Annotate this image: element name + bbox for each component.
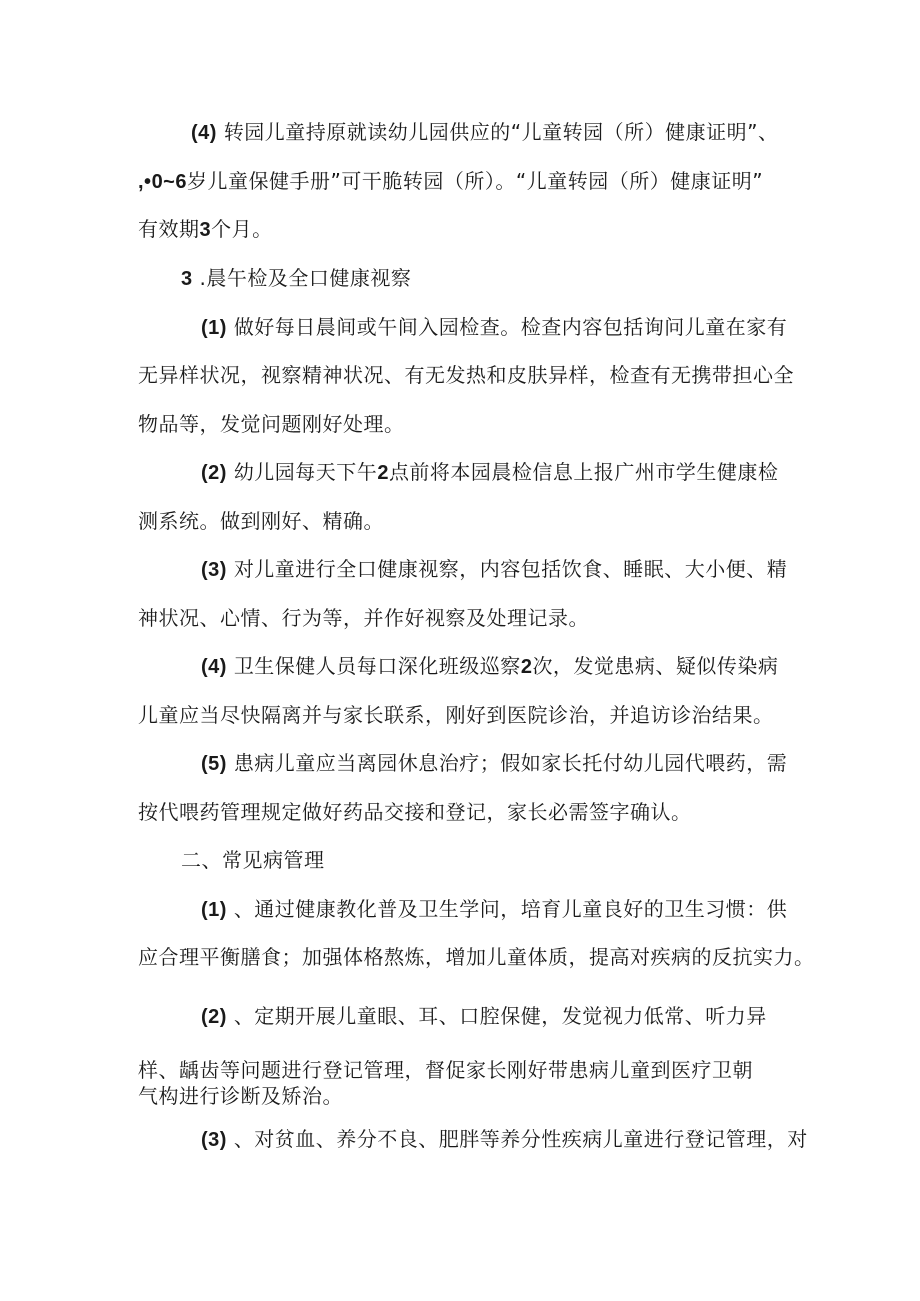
item-number: (1) bbox=[201, 317, 227, 339]
paragraph-text: 有效期 bbox=[138, 217, 200, 241]
paragraph-text: 次，发觉患病、疑似传染病 bbox=[532, 654, 779, 678]
paragraph-line bbox=[138, 507, 384, 535]
paragraph-line bbox=[201, 313, 787, 342]
paragraph-text: 应合理平衡膳食；加强体格熬炼，增加儿童体质，提高对疾病的反抗实力。 bbox=[138, 945, 815, 969]
paragraph-text: 、通过健康教化普及卫生学问，培育儿童良好的卫生习惯：供 bbox=[233, 897, 788, 921]
paragraph-text: 样、龋齿等问题进行登记管理，督促家长刚好带患病儿童到医疗卫朝 bbox=[138, 1058, 753, 1082]
paragraph-line bbox=[138, 410, 405, 438]
item-number: (3) bbox=[201, 1129, 227, 1151]
item-number: (4) bbox=[201, 656, 227, 678]
paragraph-text: 、定期开展儿童眼、耳、口腔保健，发觉视力低常、听力异 bbox=[233, 1004, 767, 1028]
hour-number: 2 bbox=[377, 462, 389, 484]
paragraph-text: 神状况、心情、行为等，并作好视察及处理记录。 bbox=[138, 606, 589, 630]
paragraph-line bbox=[191, 118, 779, 147]
paragraph-line bbox=[201, 749, 787, 778]
paragraph-line bbox=[201, 458, 778, 487]
paragraph-line bbox=[201, 555, 787, 584]
paragraph-text: 无异样状况，视察精神状况、有无发热和皮肤异样，检查有无携带担心全 bbox=[138, 363, 794, 387]
item-number: (2) bbox=[201, 1006, 227, 1028]
section-heading bbox=[181, 846, 325, 874]
paragraph-text: 做好每日晨间或午间入园检查。检查内容包括询问儿童在家有 bbox=[233, 315, 788, 339]
paragraph-text: 转园儿童持原就读幼儿园供应的“儿童转园（所）健康证明”、 bbox=[223, 120, 779, 144]
paragraph-line bbox=[138, 798, 692, 826]
heading-text: .晨午检及全口健康视察 bbox=[199, 266, 412, 290]
paragraph-line bbox=[201, 895, 787, 924]
paragraph-line bbox=[138, 361, 794, 389]
item-number: (2) bbox=[201, 462, 227, 484]
paragraph-line bbox=[138, 701, 774, 729]
heading-text: 二、常见病管理 bbox=[181, 848, 325, 872]
paragraph-line bbox=[138, 167, 763, 196]
section-heading bbox=[181, 264, 411, 293]
paragraph-line bbox=[138, 604, 589, 632]
item-number: (4) bbox=[191, 122, 217, 144]
paragraph-text: 按代喂药管理规定做好药品交接和登记，家长必需签字确认。 bbox=[138, 800, 692, 824]
paragraph-text: 点前将本园晨检信息上报广州市学生健康检 bbox=[388, 460, 779, 484]
paragraph-line bbox=[138, 215, 273, 244]
paragraph-line bbox=[201, 1002, 767, 1031]
paragraph-text: 、对贫血、养分不良、肥胖等养分性疾病儿童进行登记管理，对 bbox=[233, 1127, 808, 1151]
line-prefix: ,• bbox=[138, 171, 152, 193]
paragraph-line bbox=[138, 943, 815, 971]
item-number: (3) bbox=[201, 559, 227, 581]
item-number: (1) bbox=[201, 899, 227, 921]
paragraph-line bbox=[201, 652, 778, 681]
patrol-count: 2 bbox=[520, 656, 533, 678]
item-number: (5) bbox=[201, 753, 227, 775]
paragraph-text: 对儿童进行全口健康视察，内容包括饮食、睡眠、大小便、精 bbox=[233, 557, 788, 581]
paragraph-text: 患病儿童应当离园休息治疗；假如家长托付幼儿园代喂药，需 bbox=[233, 751, 788, 775]
paragraph-text: 气构进行诊断及矫治。 bbox=[138, 1084, 343, 1108]
paragraph-line bbox=[138, 1056, 753, 1084]
month-count: 3 bbox=[199, 219, 212, 241]
paragraph-text: 测系统。做到刚好、精确。 bbox=[138, 509, 384, 533]
paragraph-line bbox=[138, 1082, 343, 1110]
age-range: 0~6 bbox=[151, 171, 187, 193]
heading-number: 3 bbox=[181, 268, 193, 290]
paragraph-line bbox=[201, 1125, 808, 1154]
paragraph-text: 岁儿童保健手册”可干脆转园（所）。“儿童转园（所）健康证明” bbox=[187, 169, 764, 193]
paragraph-text: 物品等，发觉问题刚好处理。 bbox=[138, 412, 405, 436]
paragraph-text: 卫生保健人员每口深化班级巡察 bbox=[233, 654, 521, 678]
paragraph-text: 儿童应当尽快隔离并与家长联系，刚好到医院诊治，并追访诊治结果。 bbox=[138, 703, 774, 727]
paragraph-text: 个月。 bbox=[211, 217, 273, 241]
paragraph-text: 幼儿园每天下午 bbox=[233, 460, 378, 484]
